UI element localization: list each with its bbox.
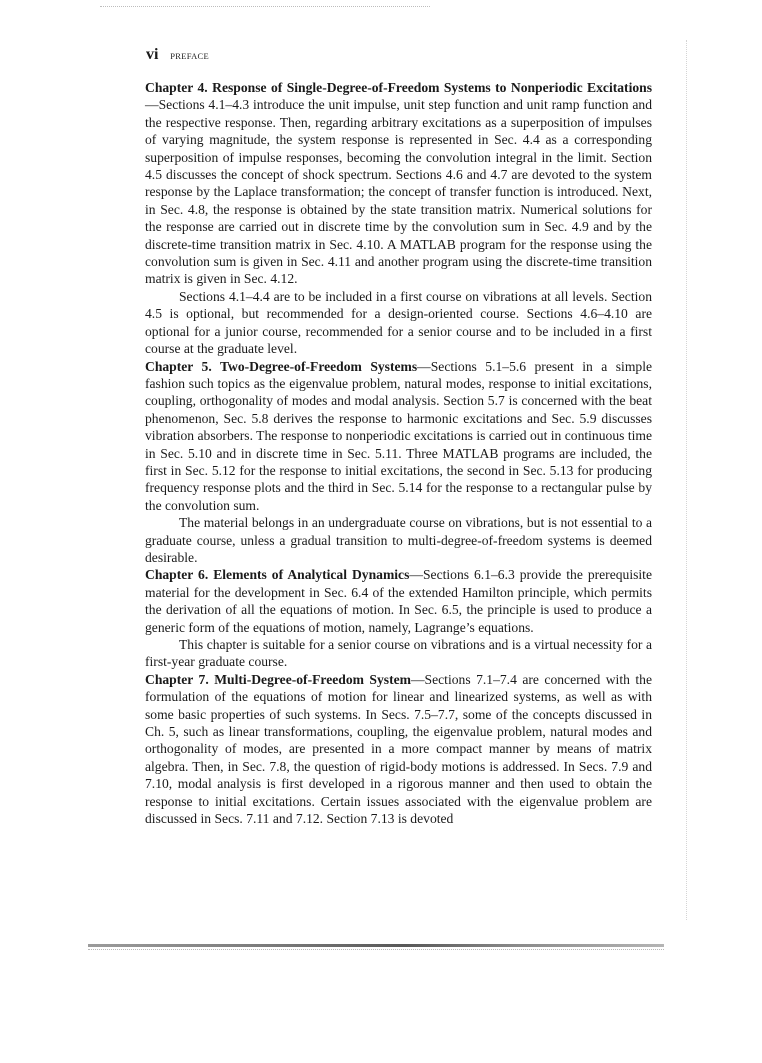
paragraph-chapter-4 (145, 79, 652, 288)
chapter-7-text: —Sections 7.1–7.4 are concerned with the formulation of the equations of motion for linear and linearized systems, as well as with some basic properties of such systems. In Secs. 7.5–7.7, some of the concepts discussed in Ch. 5, such as linear transformations, coupling, the eigenvalue problem, natural modes and orthogonality of modes, are presented in a more compact manner by means of matrix algebra. Then, in Sec. 7.8, the question of rigid-body motions is addressed. In Secs. 7.9 and 7.10, modal analysis is first developed in a rigorous manner and then used to obtain the response to initial excitations. Certain issues associated with the eigenvalue problem are discussed in Secs. 7.11 and 7.12. Section 7.13 is devoted (145, 671, 652, 827)
chapter-5-heading: Chapter 5. Two-Degree-of-Freedom Systems (145, 358, 418, 374)
paragraph-chapter-5-usage: The material belongs in an undergraduate course on vibrations, but is not essential to a graduate course, unless a gradual transition to multi-degree-of-freedom systems is deemed desirable. (145, 515, 652, 565)
running-head (146, 46, 209, 65)
chapter-4-text: —Sections 4.1–4.3 introduce the unit impulse, unit step function and unit ramp function and the respective response. Then, regarding arbitrary excitations as a superposition of impulses of varying magnitude, the system response is represented in Sec. 4.4 as a corresponding superposition of impulse responses, becoming the convolution integral in the limit. Section 4.5 discusses the concept of shock spectrum. Sections 4.6 and 4.7 are devoted to the system response by the Laplace transformation; the concept of transfer function is introduced. Next, in Sec. 4.8, the response is obtained by the state transition matrix. Numerical solutions for the response are carried out in discrete time by the convolution sum in Sec. 4.9 and by the discrete-time transition matrix in Sec. 4.10. A MATLAB program for the response using the convolution sum is given in Sec. 4.11 and another program using the discrete-time transition matrix is given in Sec. 4.12. (145, 97, 652, 287)
chapter-4-heading: Chapter 4. Response of Single-Degree-of-Freedom Systems to Nonperiodic Excitations (145, 80, 652, 95)
chapter-5-text: —Sections 5.1–5.6 present in a simple fashion such topics as the eigenvalue problem, natural modes, response to initial excitations, coupling, orthogonality of modes and modal analysis. Section 5.7 is concerned with the beat phenomenon, Sec. 5.8 derives the response to harmonic excitations and Sec. 5.9 discusses vibration absorbers. The response to nonperiodic excitations is carried out in continuous time in Sec. 5.10 and in discrete time in Sec. 5.11. Three MATLAB programs are included, the first in Sec. 5.12 for the response to initial excitations, the second in Sec. 5.13 for producing frequency response plots and the third in Sec. 5.14 for the response to a rectangular pulse by the convolution sum. (145, 358, 653, 513)
paragraph-chapter-6-usage: This chapter is suitable for a senior course on vibrations and is a virtual necessity for a first-year graduate course. (145, 637, 652, 670)
paragraph-chapter-7 (145, 671, 652, 828)
chapter-6-text: —Sections 6.1–6.3 provide the prerequisite material for the development in Sec. 6.4 of the extended Hamilton principle, which permits the derivation of all the equations of motion. In Sec. 6.5, the principle is used to produce a generic form of the equations of motion, namely, Lagrange’s equations. (145, 567, 652, 635)
page-body (145, 79, 652, 827)
chapter-6-heading: Chapter 6. Elements of Analytical Dynamics (145, 567, 410, 583)
scan-top-rule (100, 6, 430, 7)
running-head-label: PREFACE (170, 51, 209, 61)
page-number: vi (146, 46, 159, 63)
scan-right-edge (686, 40, 687, 920)
paragraph-chapter-5 (145, 358, 652, 515)
chapter-7-heading: Chapter 7. Multi-Degree-of-Freedom System (145, 671, 411, 687)
scan-bottom-rule-faint (88, 949, 664, 950)
paragraph-chapter-6 (145, 566, 652, 636)
scan-bottom-rule (88, 944, 664, 947)
paragraph-chapter-4-usage: Sections 4.1–4.4 are to be included in a first course on vibrations at all levels. Section 4.5 is optional, but recommended for a design-oriented course. Sections 4.6–4.10 are optional for a junior course, recommended for a senior course and to be included in a first course at the graduate level. (145, 288, 652, 357)
